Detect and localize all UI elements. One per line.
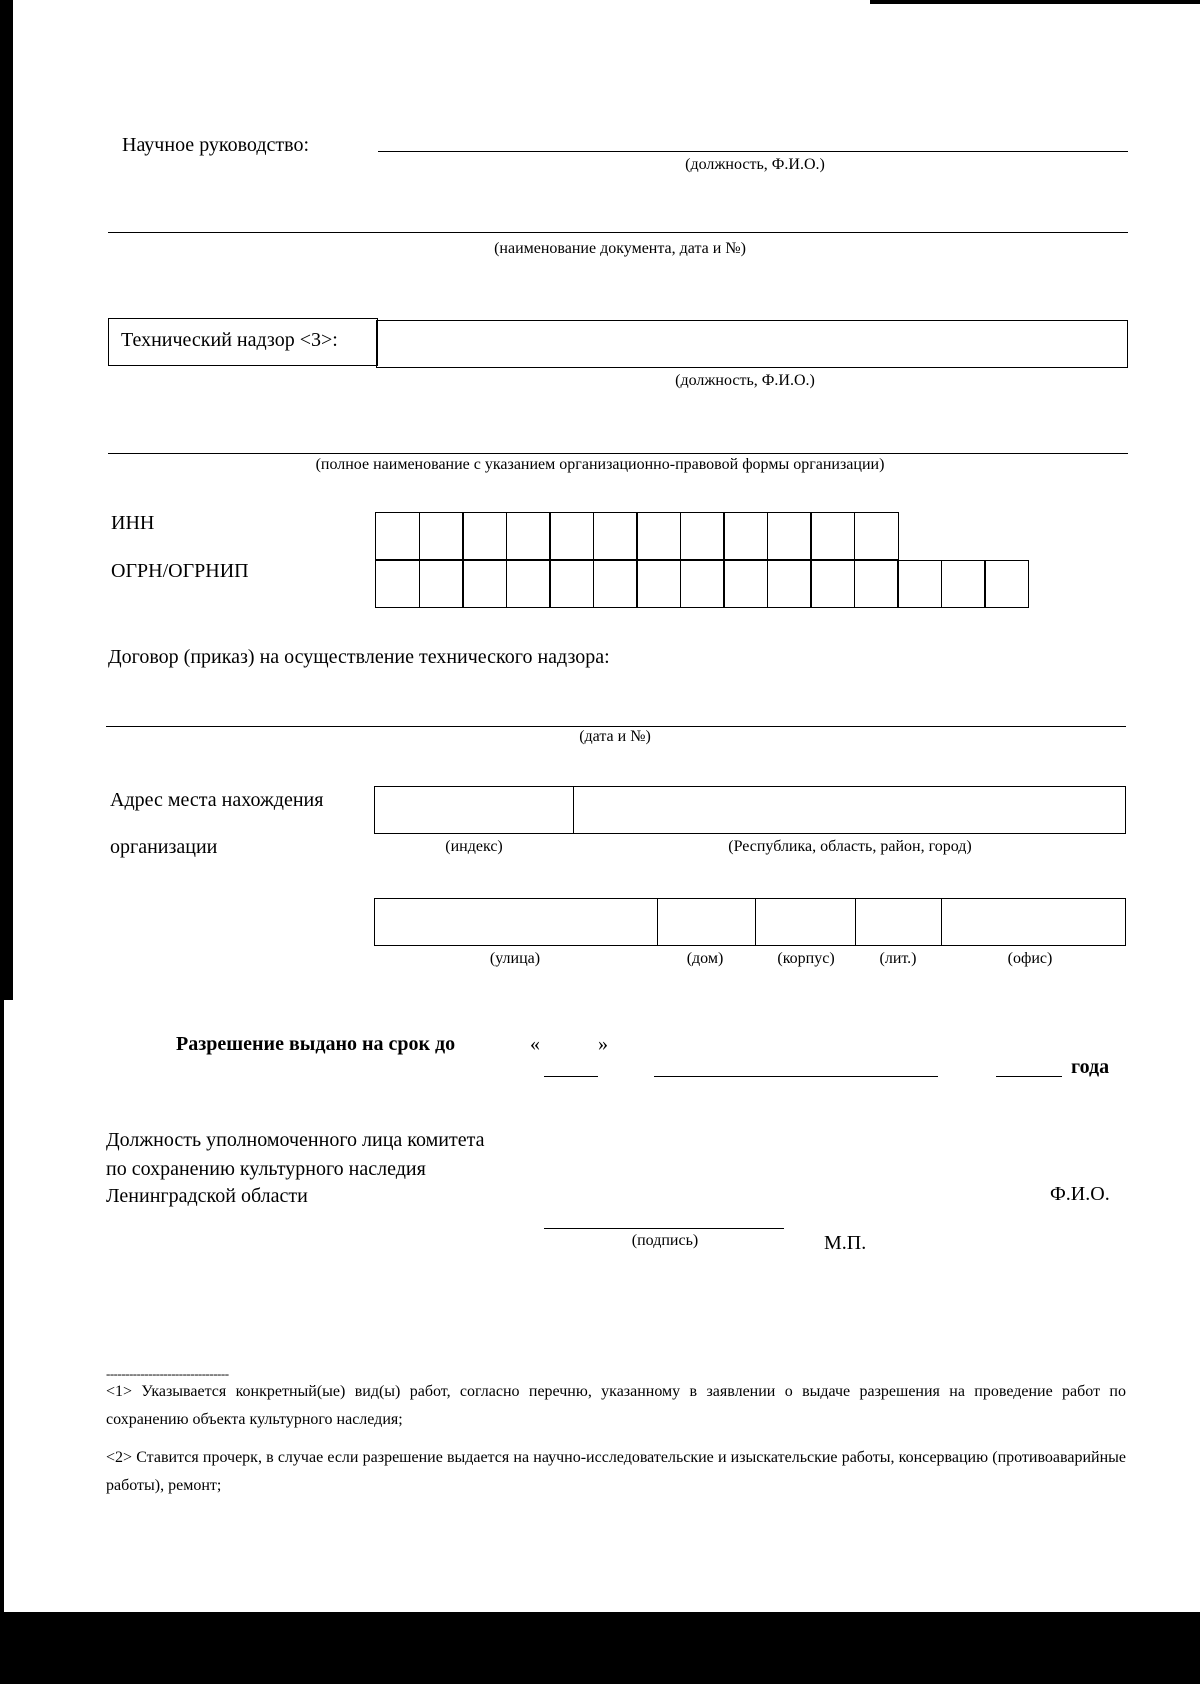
inn-cell[interactable] bbox=[723, 512, 768, 560]
signature-line[interactable] bbox=[544, 1228, 784, 1229]
ogrn-cell[interactable] bbox=[810, 560, 855, 608]
scan-border-top bbox=[870, 0, 1200, 4]
caption-index: (индекс) bbox=[445, 838, 503, 855]
ogrn-cell[interactable] bbox=[680, 560, 725, 608]
ogrn-cell[interactable] bbox=[984, 560, 1029, 608]
technical-supervision-field[interactable] bbox=[376, 320, 1128, 368]
caption-position-fio: (должность, Ф.И.О.) bbox=[685, 156, 825, 173]
footnote-1: <1> Указывается конкретный(ые) вид(ы) работ, согласно перечню, указанному в заявлении о выдаче разрешения на проведение работ по сохранению объекта культурного наследия; bbox=[106, 1383, 1126, 1428]
caption-house: (дом) bbox=[686, 950, 724, 967]
authority-line1: Должность уполномоченного лица комитета bbox=[106, 1129, 485, 1151]
caption-document: (наименование документа, дата и №) bbox=[494, 240, 746, 257]
inn-cell[interactable] bbox=[680, 512, 725, 560]
authority-line2: по сохранению культурного наследия bbox=[106, 1158, 426, 1180]
inn-label: ИНН bbox=[111, 512, 155, 534]
ogrn-cell[interactable] bbox=[767, 560, 812, 608]
scan-border-left-lower bbox=[0, 1000, 4, 1684]
caption-date-number: (дата и №) bbox=[579, 728, 651, 745]
contract-label: Договор (приказ) на осуществление технического надзора: bbox=[108, 646, 610, 668]
year-word: года bbox=[1071, 1056, 1110, 1078]
inn-cell[interactable] bbox=[636, 512, 681, 560]
letter-field[interactable] bbox=[856, 898, 940, 946]
street-field[interactable] bbox=[374, 898, 656, 946]
organization-name-line[interactable] bbox=[108, 453, 1128, 454]
ogrn-cell[interactable] bbox=[897, 560, 942, 608]
quote-open: « bbox=[530, 1033, 540, 1055]
postal-index-field[interactable] bbox=[374, 786, 572, 834]
permit-month-line[interactable] bbox=[654, 1076, 938, 1077]
permit-day-line[interactable] bbox=[544, 1076, 598, 1077]
address-label-line2: организации bbox=[110, 836, 218, 858]
inn-cell[interactable] bbox=[506, 512, 551, 560]
inn-cell[interactable] bbox=[462, 512, 507, 560]
house-field[interactable] bbox=[658, 898, 754, 946]
ogrn-cell[interactable] bbox=[506, 560, 551, 608]
ogrn-cell[interactable] bbox=[636, 560, 681, 608]
ogrn-cell[interactable] bbox=[419, 560, 464, 608]
inn-cell[interactable] bbox=[810, 512, 855, 560]
inn-cells bbox=[375, 512, 897, 560]
ogrn-label: ОГРН/ОГРНИП bbox=[111, 560, 249, 582]
contract-line[interactable] bbox=[106, 726, 1126, 727]
ogrn-cells bbox=[375, 560, 1028, 608]
inn-cell[interactable] bbox=[854, 512, 899, 560]
authority-line3: Ленинградской области bbox=[106, 1185, 308, 1207]
ogrn-cell[interactable] bbox=[375, 560, 420, 608]
ogrn-cell[interactable] bbox=[593, 560, 638, 608]
ogrn-cell[interactable] bbox=[854, 560, 899, 608]
permit-term-label: Разрешение выдано на срок до bbox=[176, 1033, 456, 1055]
inn-cell[interactable] bbox=[419, 512, 464, 560]
ogrn-cell[interactable] bbox=[941, 560, 986, 608]
footnote-2: <2> Ставится прочерк, в случае если разрешение выдается на научно-исследовательские и изыскательские работы, консервацию (противоаварийные работы), ремонт; bbox=[106, 1449, 1126, 1494]
region-field[interactable] bbox=[574, 786, 1126, 834]
inn-cell[interactable] bbox=[593, 512, 638, 560]
address-label-line1: Адрес места нахождения bbox=[110, 789, 324, 811]
office-field[interactable] bbox=[942, 898, 1126, 946]
caption-organization-name: (полное наименование с указанием организационно-правовой формы организации) bbox=[315, 456, 885, 473]
scientific-supervision-label: Научное руководство: bbox=[122, 134, 310, 156]
caption-building: (корпус) bbox=[777, 950, 835, 967]
inn-cell[interactable] bbox=[375, 512, 420, 560]
stamp-place: М.П. bbox=[824, 1232, 867, 1254]
caption-office: (офис) bbox=[1007, 950, 1053, 967]
scan-border-left bbox=[0, 0, 13, 1000]
scan-border-bottom bbox=[0, 1612, 1200, 1684]
ogrn-cell[interactable] bbox=[549, 560, 594, 608]
building-field[interactable] bbox=[756, 898, 854, 946]
inn-cell[interactable] bbox=[767, 512, 812, 560]
caption-letter: (лит.) bbox=[879, 950, 917, 967]
technical-supervision-label: Технический надзор <3>: bbox=[121, 329, 338, 351]
authority-fio: Ф.И.О. bbox=[1050, 1183, 1110, 1205]
document-line[interactable] bbox=[108, 232, 1128, 233]
ogrn-cell[interactable] bbox=[462, 560, 507, 608]
caption-signature: (подпись) bbox=[631, 1232, 699, 1249]
inn-cell[interactable] bbox=[549, 512, 594, 560]
scientific-supervision-line[interactable] bbox=[378, 151, 1128, 152]
ogrn-cell[interactable] bbox=[723, 560, 768, 608]
permit-year-line[interactable] bbox=[996, 1076, 1062, 1077]
caption-region: (Республика, область, район, город) bbox=[728, 838, 972, 855]
footnote-separator: -------------------------------- bbox=[106, 1366, 229, 1381]
caption-technical-position-fio: (должность, Ф.И.О.) bbox=[675, 372, 815, 389]
quote-close: » bbox=[598, 1033, 608, 1055]
technical-supervision-label-box bbox=[108, 318, 378, 366]
caption-street: (улица) bbox=[489, 950, 541, 967]
